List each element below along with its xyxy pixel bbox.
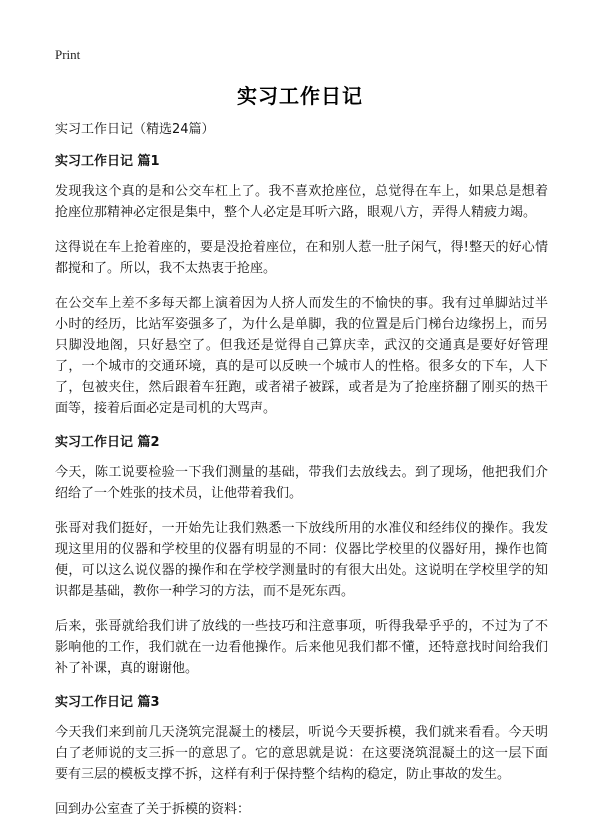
- paragraph: 张哥对我们挺好，一开始先让我们熟悉一下放线所用的水准仪和经纬仪的操作。我发现这里用的仪器和学校里的仪器有明显的不同：仪器比学校里的仪器好用，操作也简便，可以这么说仪器的操作和在学校学测量时的有很大出处。这说明在学校里学的知识都是基础，教你一种学习的方法，而不是死东西。: [55, 521, 548, 599]
- document-body: [55, 120, 548, 834]
- section-heading: 实习工作日记 篇3: [55, 695, 160, 710]
- print-link[interactable]: Print: [55, 47, 81, 62]
- section-heading: 实习工作日记 篇2: [55, 435, 160, 450]
- section-1: [55, 152, 548, 419]
- paragraph: 今天我们来到前几天浇筑完混凝土的楼层，听说今天要拆模，我们就来看看。今天明白了老师说的支三拆一的意思了。它的意思就是说：在这要浇筑混凝土的这一层下面要有三层的模板支撑不拆，这样有利于保持整个结构的稳定，防止事故的发生。: [55, 725, 548, 782]
- paragraph: 在公交车上差不多每天都上演着因为人挤人而发生的不愉快的事。我有过单脚站过半小时的经历，比站军姿强多了，为什么是单脚，我的位置是后门梯台边缘拐上，而另只脚没地阁，只好悬空了。但我还是觉得自己算庆幸，武汉的交通真是要好好管理了，一个城市的交通环境，真的是可以反映一个城市人的性格。很多女的下车，人下了，包被夹住，然后跟着车狂跑，或者裙子被踩，或者是为了抢座挤翻了刚买的热干面等，接着后面必定是司机的大骂声。: [55, 296, 548, 416]
- paragraph: 后来，张哥就给我们讲了放线的一些技巧和注意事项，听得我晕乎乎的，不过为了不影响他的工作，我们就在一边看他操作。后来他见我们都不懂，还特意找时间给我们补了补课，真的谢谢他。: [55, 619, 548, 676]
- paragraph: 这得说在车上抢着座的，要是没抢着座位，在和别人惹一肚子闲气，得!整天的好心情都搅和了。所以，我不太热衷于抢座。: [55, 240, 548, 276]
- document-subtitle: 实习工作日记（精选24篇）: [55, 122, 215, 137]
- paragraph: 发现我这个真的是和公交车杠上了。我不喜欢抢座位，总觉得在车上，如果总是想着抢座位那精神必定很是集中，整个人必定是耳听六路，眼观八方，弄得人精疲力竭。: [55, 184, 548, 220]
- section-heading: 实习工作日记 篇1: [55, 154, 160, 169]
- page-title: 实习工作日记: [237, 84, 363, 108]
- paragraph: 今天，陈工说要检验一下我们测量的基础，带我们去放线去。到了现场，他把我们介绍给了一个姓张的技术员，让他带着我们。: [55, 465, 548, 501]
- section-2: [55, 433, 548, 679]
- paragraph: 回到办公室查了关于拆模的资料：: [55, 802, 251, 817]
- section-3: [55, 693, 548, 820]
